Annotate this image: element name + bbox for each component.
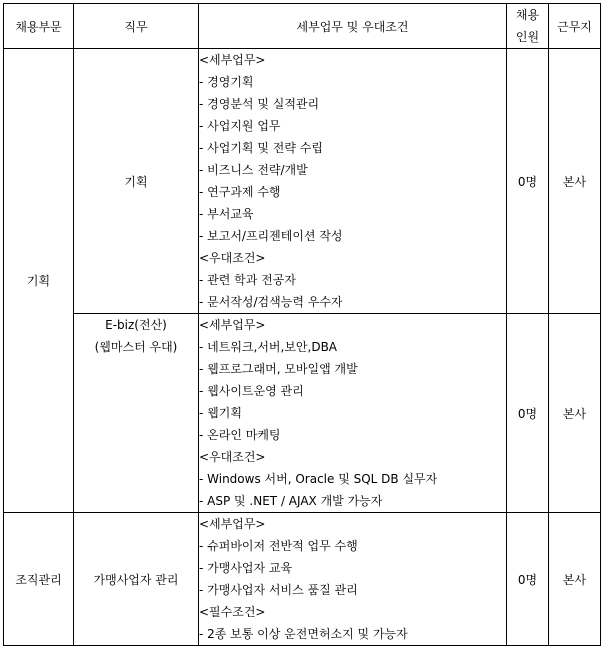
detail-line: - 문서작성/검색능력 우수자 bbox=[199, 295, 343, 309]
details-cell bbox=[199, 314, 507, 513]
job-line: E-biz(전산) bbox=[105, 318, 167, 332]
header-department: 채용부문 bbox=[4, 4, 74, 49]
detail-line: - 연구과제 수행 bbox=[199, 185, 281, 199]
detail-line: - 사업지원 업무 bbox=[199, 119, 281, 133]
header-location: 근무지 bbox=[549, 4, 601, 49]
detail-line: - 웹기획 bbox=[199, 406, 242, 420]
detail-line: - 사업기획 및 전략 수립 bbox=[199, 141, 323, 155]
header-details: 세부업무 및 우대조건 bbox=[199, 4, 507, 49]
header-headcount-line2: 인원 bbox=[515, 30, 540, 44]
headcount-cell: 0명 bbox=[507, 314, 549, 513]
header-row bbox=[4, 4, 601, 49]
headcount-cell: 0명 bbox=[507, 513, 549, 646]
location-cell: 본사 bbox=[549, 513, 601, 646]
detail-line: <우대조건> bbox=[199, 450, 266, 464]
detail-line: - 웹사이트운영 관리 bbox=[199, 384, 304, 398]
details-cell bbox=[199, 49, 507, 314]
detail-line: - 경영기획 bbox=[199, 75, 254, 89]
job-cell bbox=[74, 314, 199, 513]
detail-line: - 웹프로그래머, 모바일앱 개발 bbox=[199, 362, 358, 376]
job-line: (웹마스터 우대) bbox=[94, 340, 178, 354]
header-headcount bbox=[507, 4, 549, 49]
location-cell: 본사 bbox=[549, 49, 601, 314]
detail-line: - 가맹사업자 교육 bbox=[199, 561, 293, 575]
job-cell bbox=[74, 49, 199, 314]
detail-line: - 관련 학과 전공자 bbox=[199, 273, 296, 287]
detail-line: - 부서교육 bbox=[199, 207, 254, 221]
detail-line: - 경영분석 및 실적관리 bbox=[199, 97, 320, 111]
table-row bbox=[4, 49, 601, 314]
detail-line: <세부업무> bbox=[199, 517, 266, 531]
detail-line: <세부업무> bbox=[199, 53, 266, 67]
detail-line: <우대조건> bbox=[199, 251, 266, 265]
headcount-cell: 0명 bbox=[507, 49, 549, 314]
job-line: 기획 bbox=[124, 174, 148, 189]
department-cell: 조직관리 bbox=[4, 513, 74, 646]
detail-line: - ASP 및 .NET / AJAX 개발 가능자 bbox=[199, 494, 383, 508]
detail-line: - 비즈니스 전략/개발 bbox=[199, 163, 308, 177]
recruitment-table bbox=[3, 3, 601, 646]
header-headcount-line1: 채용 bbox=[515, 8, 540, 22]
location-cell: 본사 bbox=[549, 314, 601, 513]
detail-line: - 네트워크,서버,보안,DBA bbox=[199, 340, 338, 354]
header-job: 직무 bbox=[74, 4, 199, 49]
job-line: 가맹사업자 관리 bbox=[93, 572, 179, 587]
detail-line: - 슈퍼바이저 전반적 업무 수행 bbox=[199, 539, 358, 553]
table-row bbox=[4, 513, 601, 646]
table-row bbox=[4, 314, 601, 513]
detail-line: - Windows 서버, Oracle 및 SQL DB 실무자 bbox=[199, 472, 438, 486]
details-cell bbox=[199, 513, 507, 646]
detail-line: <세부업무> bbox=[199, 318, 266, 332]
detail-line: - 가맹사업자 서비스 품질 관리 bbox=[199, 583, 358, 597]
detail-line: - 2종 보통 이상 운전면허소지 및 가능자 bbox=[199, 627, 408, 641]
detail-line: <필수조건> bbox=[199, 605, 266, 619]
department-cell: 기획 bbox=[4, 49, 74, 513]
job-cell bbox=[74, 513, 199, 646]
detail-line: - 보고서/프리젠테이션 작성 bbox=[199, 229, 343, 243]
detail-line: - 온라인 마케팅 bbox=[199, 428, 281, 442]
